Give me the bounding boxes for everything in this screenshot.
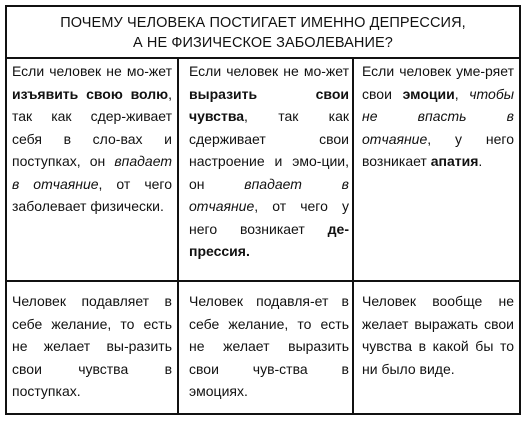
bold-term: изъявить свою волю — [12, 85, 169, 102]
cell-suppress-actions: Человек подавляет в себе желание, то есть не желает вы-разить свои чувства в поступках. — [12, 293, 172, 399]
bold-term: апатия — [430, 153, 479, 169]
text-run: , от чего у него возникает — [189, 198, 349, 237]
cell-feelings — [189, 60, 349, 263]
table-body — [7, 57, 519, 413]
text-run: , так как сдер-живает себя в сло-вах и поступках, он — [12, 85, 172, 169]
text-run: , так как сдерживает свои настроение и эмо-ции, он — [189, 108, 349, 192]
cell-suppress-emotions: Человек подавля-ет в себе желание, то есть не желает выразить свои чув-ства в эмоциях. — [189, 293, 349, 399]
bold-term: де-прессия. — [189, 220, 349, 259]
bold-term: выразить свои чувства — [189, 85, 349, 124]
text-run: Если человек не мо-жет — [12, 63, 172, 79]
italic-phrase: впадает в отчаяние — [189, 175, 349, 214]
text-run: , — [454, 85, 470, 102]
column-divider-2 — [352, 57, 354, 413]
bold-term: эмоции — [402, 85, 455, 102]
column-divider-1 — [177, 57, 179, 413]
italic-phrase: впадает в отчаяние — [12, 153, 172, 192]
title-line-2: А НЕ ФИЗИЧЕСКОЕ ЗАБОЛЕВАНИЕ? — [133, 35, 393, 51]
title-line-1: ПОЧЕМУ ЧЕЛОВЕКА ПОСТИГАЕТ ИМЕННО ДЕПРЕССИЯ, — [60, 15, 466, 31]
question-table — [5, 5, 521, 415]
text-run: , у него возникает — [362, 130, 514, 169]
row-divider — [7, 280, 519, 282]
table-title — [7, 7, 519, 59]
text-run: . — [478, 153, 483, 169]
text-run: Если человек не мо-жет — [189, 63, 349, 79]
text-run: Если человек уме-ряет свои — [362, 63, 514, 102]
text-run: , от чего заболевает физически. — [12, 175, 172, 214]
cell-no-expression: Человек вообще не желает выражать свои чувства в какой бы то ни было виде. — [362, 293, 514, 377]
cell-emotions — [362, 60, 514, 173]
cell-will — [12, 60, 172, 218]
italic-phrase: чтобы не впасть в отчаяние — [362, 85, 514, 147]
